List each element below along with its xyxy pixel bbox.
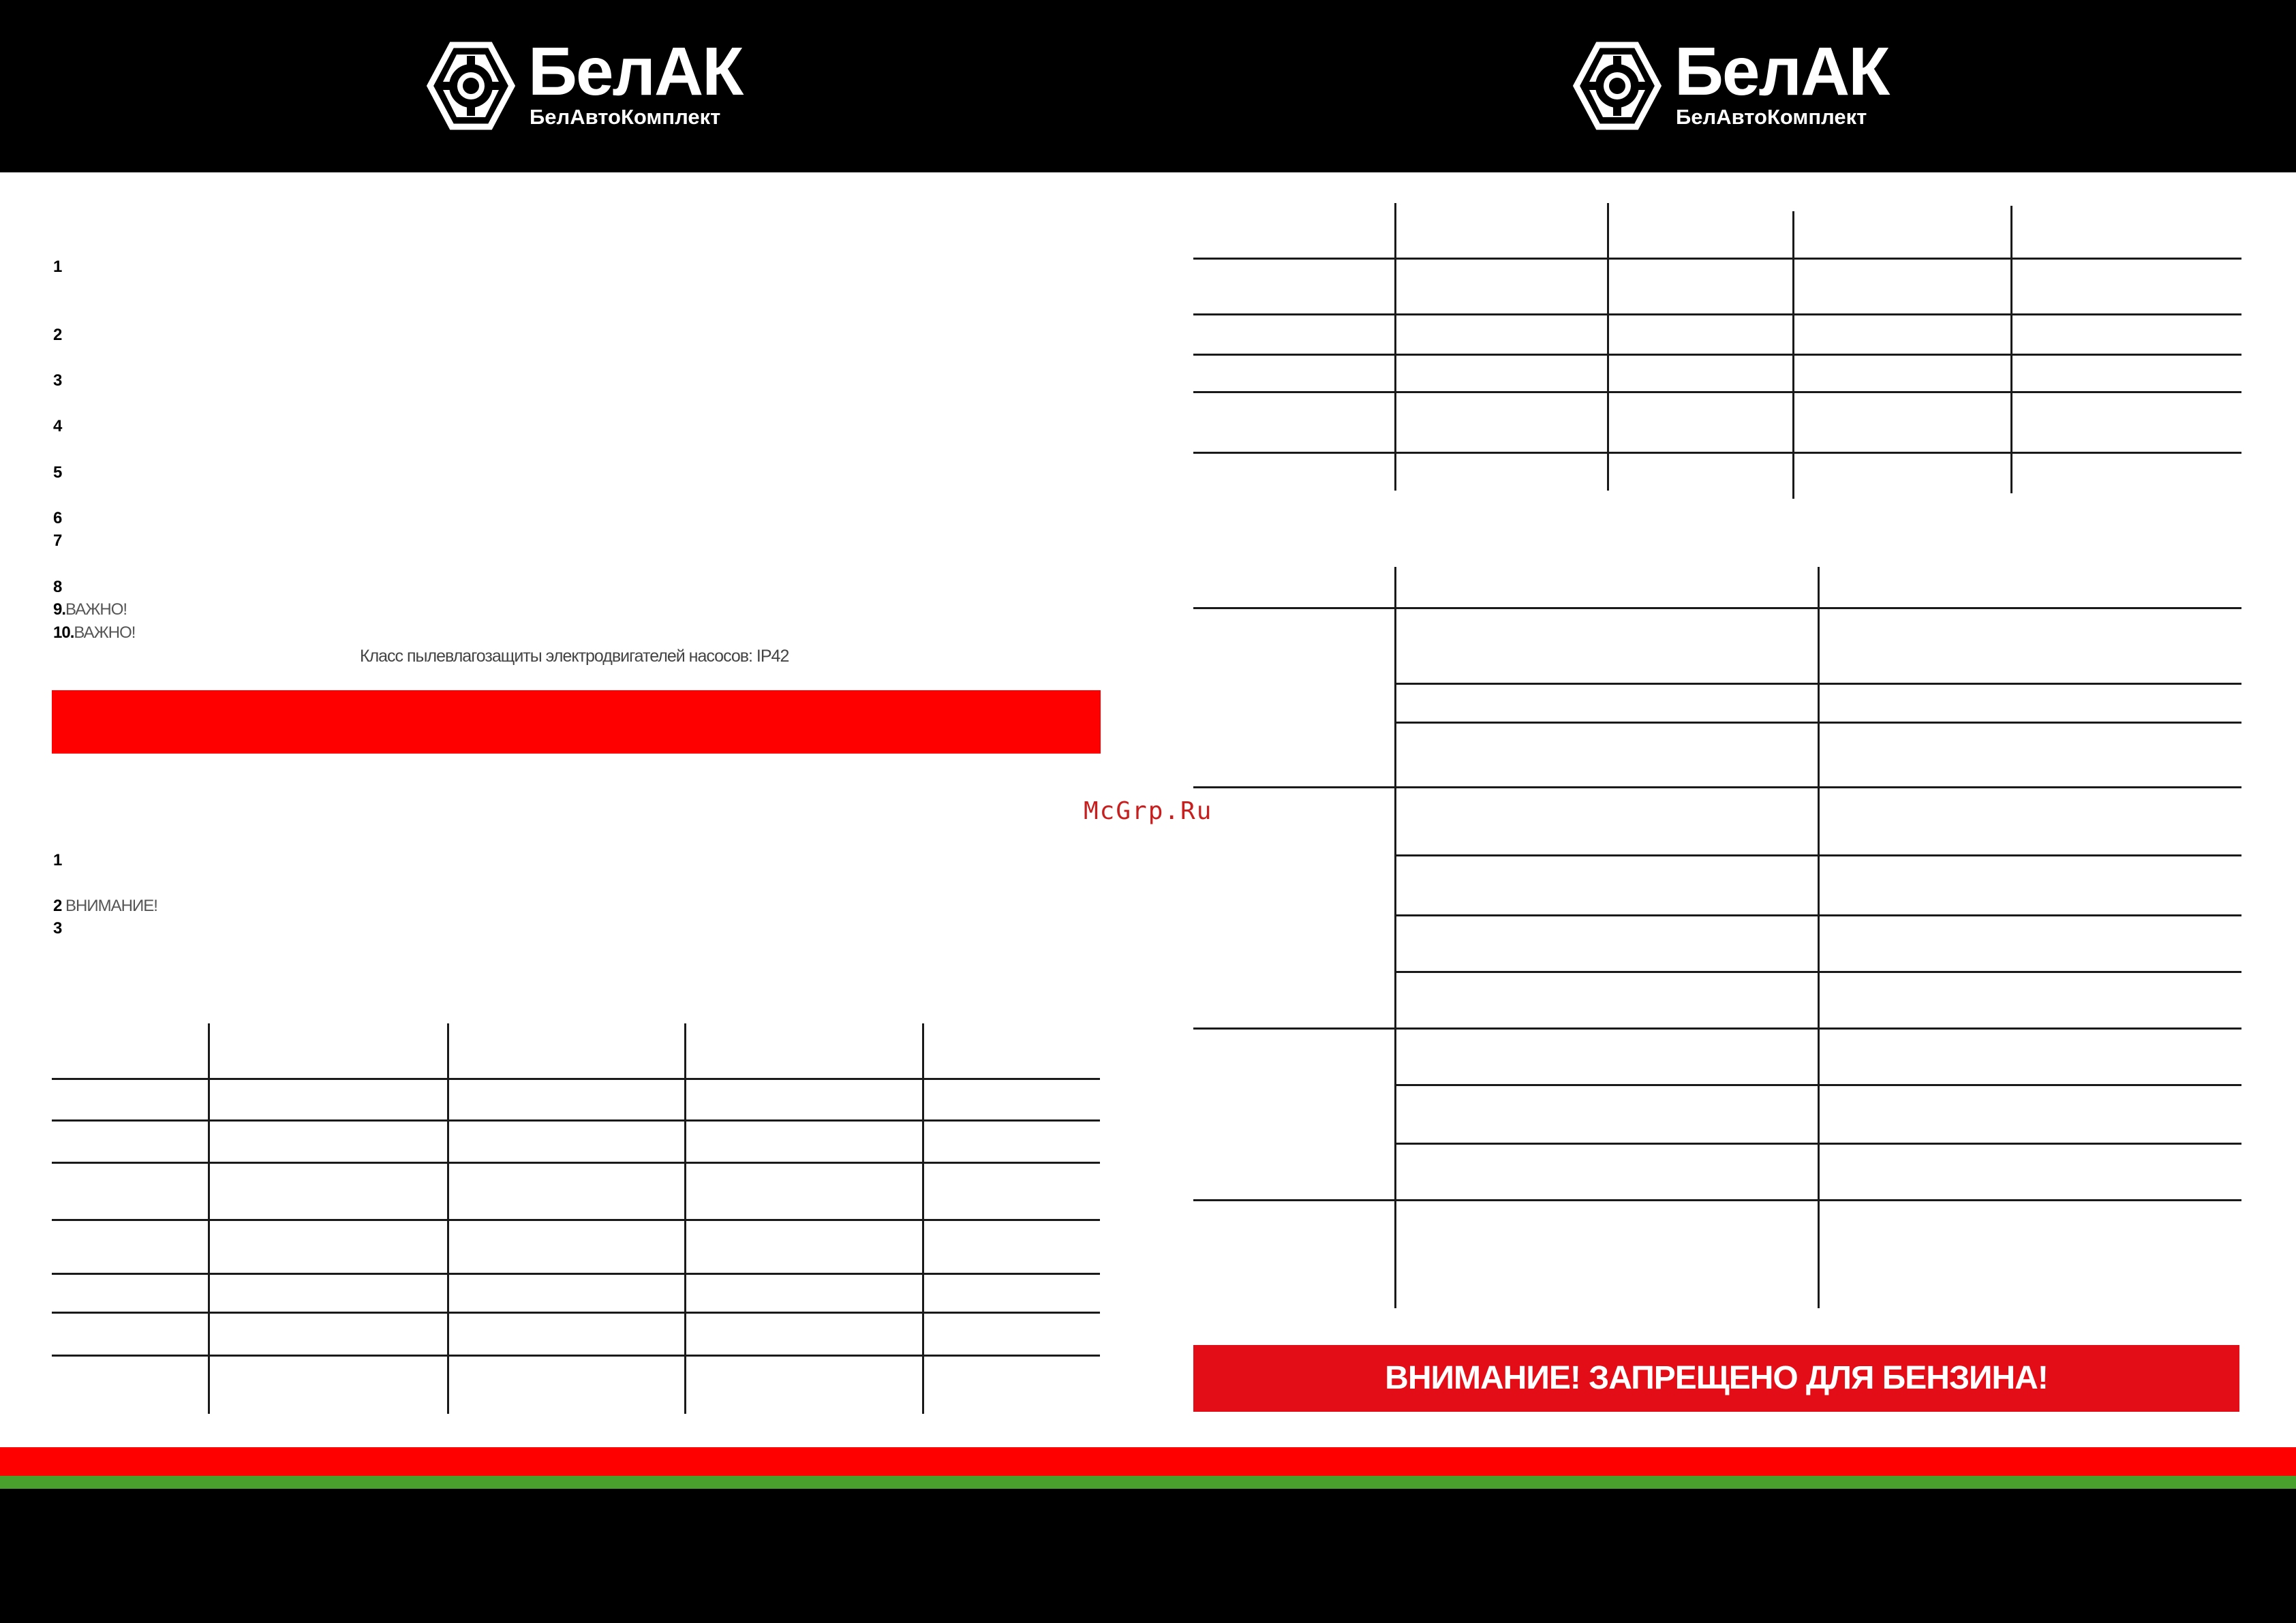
- important-label: ВАЖНО!: [74, 623, 136, 642]
- gear-hexagon-icon: [426, 41, 516, 131]
- list-item-number: 8: [53, 578, 62, 596]
- flag-stripe-red: [0, 1447, 2296, 1476]
- important-label: ВАЖНО!: [65, 600, 127, 619]
- brand-subtitle: БелАвтоКомплект: [530, 105, 721, 129]
- list-item-number: 10.: [53, 623, 74, 642]
- belak-logo-left: [426, 33, 743, 134]
- list-item-number: 1: [53, 851, 62, 869]
- watermark: McGrp.Ru: [1084, 797, 1213, 825]
- list-item-number: 2: [53, 326, 62, 344]
- list-item-number: 5: [53, 463, 62, 482]
- page-footer: [0, 1489, 2296, 1623]
- gear-hexagon-icon: [1572, 41, 1662, 131]
- gasoline-warning-banner: ВНИМАНИЕ! ЗАПРЕЩЕНО ДЛЯ БЕНЗИНА!: [1193, 1345, 2239, 1412]
- list-item-number: 1: [53, 258, 62, 276]
- flag-stripe-green: [0, 1476, 2296, 1489]
- list-item-number: 6: [53, 509, 62, 527]
- list-item-important: [53, 600, 127, 619]
- list-item-number: 3: [53, 919, 62, 938]
- attention-label: ВНИМАНИЕ!: [61, 897, 157, 915]
- belak-logo-right: [1572, 33, 1889, 134]
- list-item-number: 2: [53, 897, 62, 915]
- ip-class-text: Класс пылевлагозащиты электродвигателей насосов: IP42: [360, 647, 789, 666]
- brand-subtitle: БелАвтоКомплект: [1676, 105, 1867, 129]
- brand-name: БелАК: [1674, 33, 1889, 110]
- list-item-number: 4: [53, 417, 62, 435]
- list-item-attention: [53, 897, 157, 916]
- brand-name: БелАК: [528, 33, 743, 110]
- page-header: [0, 0, 2296, 172]
- list-item-number: 3: [53, 371, 62, 390]
- list-item-number: 7: [53, 531, 62, 550]
- list-item-important: [53, 623, 135, 643]
- section-heading-bar: [52, 690, 1101, 754]
- list-item-number: 9.: [53, 600, 66, 619]
